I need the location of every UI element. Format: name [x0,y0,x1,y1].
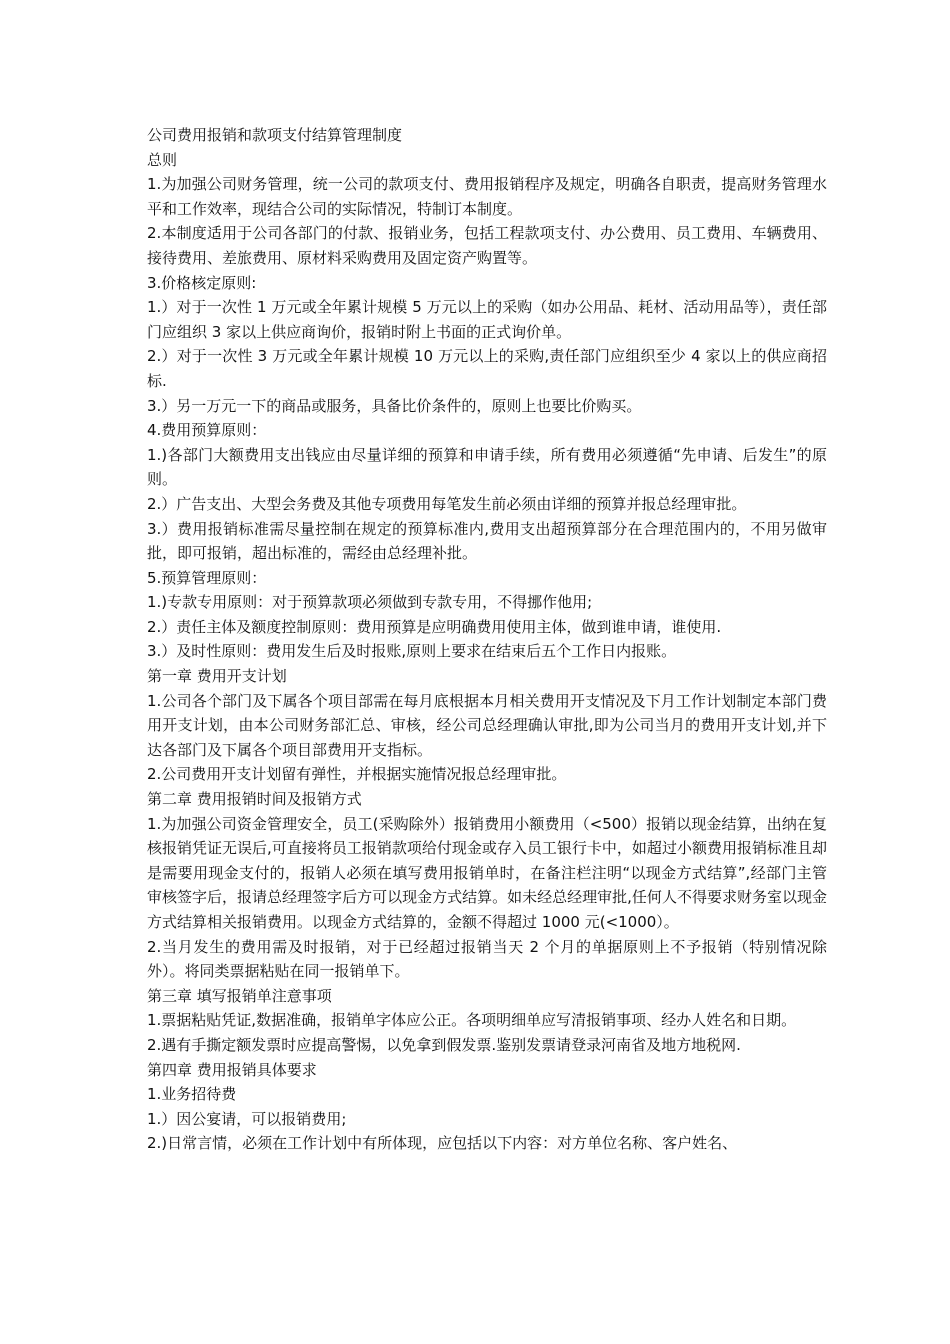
paragraph: 1.公司各个部门及下属各个项目部需在每月底根据本月相关费用开支情况及下月工作计划制定本部门费用开支计划，由本公司财务部汇总、审核，经公司总经理确认审批,即为公司当月的费用开支计划,并下达各部门及下属各个项目部费用开支指标。 [147,691,827,759]
paragraph: 1.)专款专用原则：对于预算款项必须做到专款专用，不得挪作他用; [147,593,593,612]
paragraph: 2.公司费用开支计划留有弹性，并根据实施情况报总经理审批。 [147,765,567,784]
paragraph: 1.票据粘贴凭证,数据准确，报销单字体应公正。各项明细单应写清报销事项、经办人姓名和日期。 [147,1011,797,1030]
paragraph: 1.为加强公司财务管理，统一公司的款项支付、费用报销程序及规定，明确各自职责，提高财务管理水平和工作效率，现结合公司的实际情况，特制订本制度。 [147,175,827,218]
paragraph: 1.）因公宴请，可以报销费用; [147,1109,347,1128]
document-title: 公司费用报销和款项支付结算管理制度 [147,126,403,144]
paragraph: 3.价格核定原则: [147,273,257,292]
paragraph: 3.）另一万元一下的商品或服务，具备比价条件的，原则上也要比价购买。 [147,396,642,415]
paragraph: 3.）及时性原则：费用发生后及时报账,原则上要求在结束后五个工作日内报账。 [147,642,677,661]
document-body [147,123,827,1156]
paragraph: 1.为加强公司资金管理安全，员工(采购除外）报销费用小额费用（<500）报销以现金结算，出纳在复核报销凭证无误后,可直接将员工报销款项给付现金或存入员工银行卡中，如超过小额费用报销标准且却是需要用现金支付的，报销人必须在填写费用报销单时，在备注栏注明“以现金方式结算”,经部门主管审核签字后，报请总经理签字后方可以现金方式结算。如未经总经理审批,任何人不得要求财务室以现金方式结算相关报销费用。以现金方式结算的，金额不得超过 1000 元(<1000）。 [147,814,827,931]
chapter-heading: 第四章 费用报销具体要求 [147,1060,317,1079]
paragraph: 2.）广告支出、大型会务费及其他专项费用每笔发生前必须由详细的预算并报总经理审批。 [147,494,747,513]
paragraph: 3.）费用报销标准需尽量控制在规定的预算标准内,费用支出超预算部分在合理范围内的，不用另做审批，即可报销，超出标准的，需经由总经理补批。 [147,519,827,563]
paragraph: 4.费用预算原则： [147,421,267,440]
chapter-heading: 第二章 费用报销时间及报销方式 [147,790,362,809]
paragraph: 2.本制度适用于公司各部门的付款、报销业务，包括工程款项支付、办公费用、员工费用、车辆费用、接待费用、差旅费用、原材料采购费用及固定资产购置等。 [147,224,827,267]
chapter-heading: 第三章 填写报销单注意事项 [147,986,332,1005]
paragraph: 1.)各部门大额费用支出钱应由尽量详细的预算和申请手续，所有费用必须遵循“先申请、后发生”的原则。 [147,445,827,489]
paragraph: 2.遇有手撕定额发票时应提高警惕，以免拿到假发票.鉴别发票请登录河南省及地方地税网. [147,1035,741,1054]
paragraph: 1.）对于一次性 1 万元或全年累计规模 5 万元以上的采购（如办公用品、耗材、活动用品等），责任部门应组织 3 家以上供应商询价，报销时附上书面的正式询价单。 [147,298,827,341]
paragraph: 总则 [147,150,178,169]
paragraph: 2.）责任主体及额度控制原则：费用预算是应明确费用使用主体，做到谁申请，谁使用. [147,617,722,636]
paragraph: 2.)日常言情，必须在工作计划中有所体现，应包括以下内容：对方单位名称、客户姓名、 [147,1134,738,1153]
paragraph: 2.）对于一次性 3 万元或全年累计规模 10 万元以上的采购,责任部门应组织至少 4 家以上的供应商招标. [147,347,827,390]
chapter-heading: 第一章 费用开支计划 [147,667,287,686]
paragraph: 2.当月发生的费用需及时报销，对于已经超过报销当天 2 个月的单据原则上不予报销（特别情况除外）。将同类票据粘贴在同一报销单下。 [147,937,827,981]
paragraph: 5.预算管理原则： [147,568,267,587]
paragraph: 1.业务招待费 [147,1085,237,1104]
